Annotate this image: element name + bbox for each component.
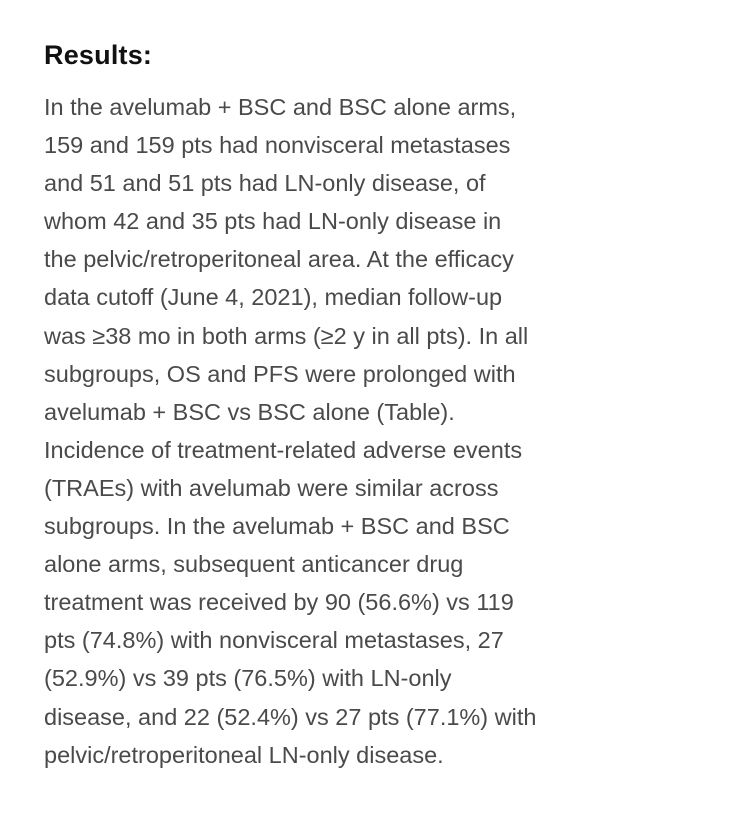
paragraph-line: 159 and 159 pts had nonvisceral metastases — [44, 132, 511, 159]
paragraph-line: alone arms, subsequent anticancer drug — [44, 551, 464, 578]
paragraph-line: (52.9%) vs 39 pts (76.5%) with LN-only — [44, 665, 452, 692]
paragraph-line: Incidence of treatment-related adverse events — [44, 436, 523, 463]
paragraph-line: pelvic/retroperitoneal LN-only disease. — [44, 741, 444, 768]
paragraph-line: subgroups. In the avelumab + BSC and BSC — [44, 513, 510, 540]
paragraph-line: In the avelumab + BSC and BSC alone arms, — [44, 94, 517, 120]
paragraph-line: and 51 and 51 pts had LN-only disease, of — [44, 170, 486, 197]
paragraph-line: disease, and 22 (52.4%) vs 27 pts (77.1%) with — [44, 703, 537, 730]
paragraph-line: the pelvic/retroperitoneal area. At the efficacy — [44, 246, 514, 273]
results-heading: Results: — [44, 40, 153, 70]
paragraph-line: subgroups, OS and PFS were prolonged with — [44, 360, 516, 387]
paragraph-line: data cutoff (June 4, 2021), median follow-up — [44, 284, 503, 311]
paragraph-line: avelumab + BSC vs BSC alone (Table). — [44, 398, 455, 425]
results-paragraph — [44, 88, 724, 774]
paragraph-line: whom 42 and 35 pts had LN-only disease in — [44, 208, 502, 235]
paragraph-line: (TRAEs) with avelumab were similar across — [44, 474, 499, 501]
paragraph-line: treatment was received by 90 (56.6%) vs 119 — [44, 589, 514, 616]
paragraph-line: was ≥38 mo in both arms (≥2 y in all pts). In all — [44, 322, 529, 349]
paragraph-line: pts (74.8%) with nonvisceral metastases, 27 — [44, 627, 504, 654]
